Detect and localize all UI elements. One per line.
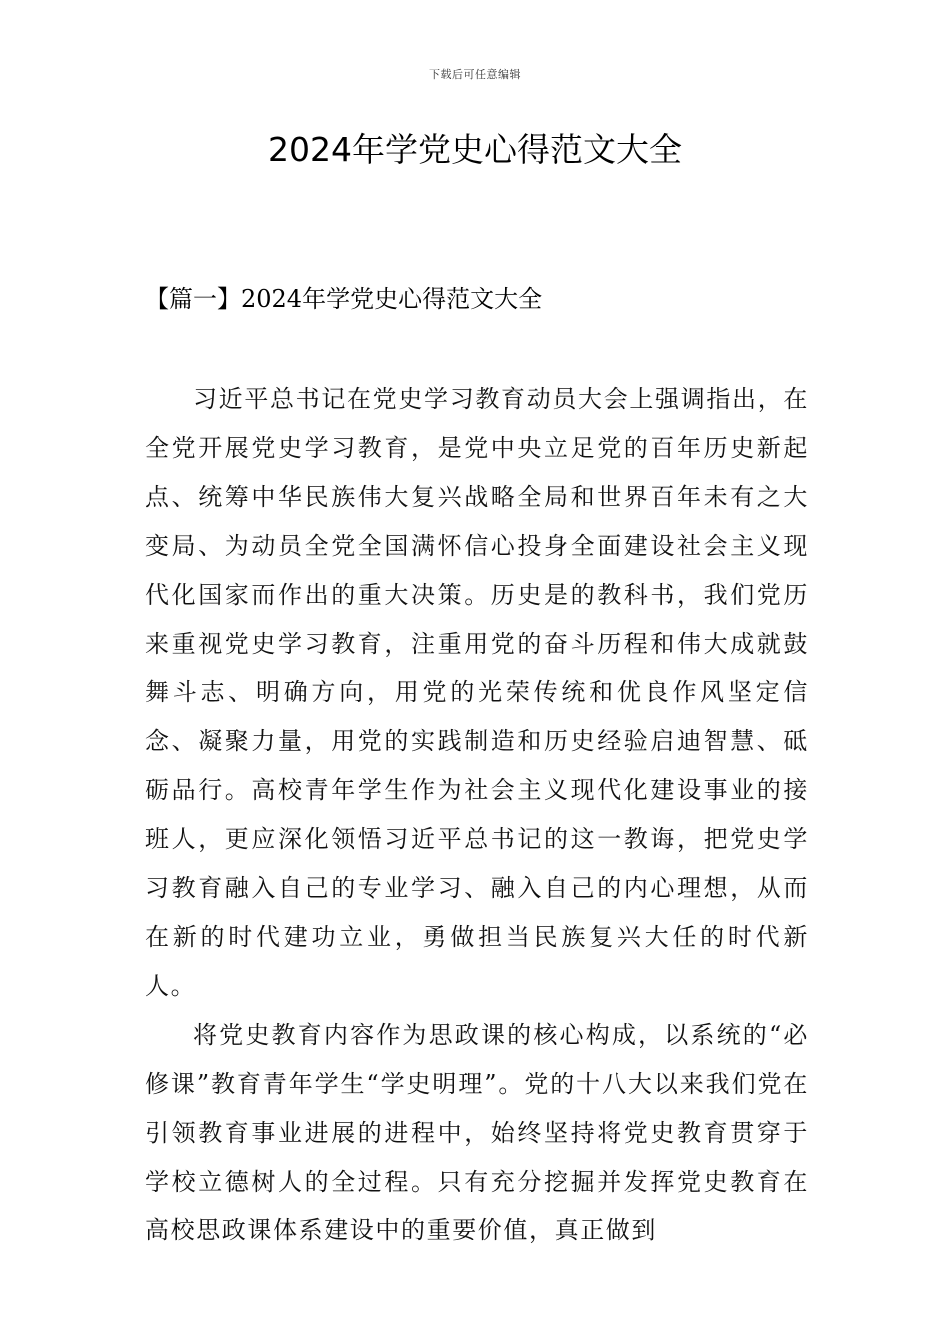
paragraph: 习近平总书记在党史学习教育动员大会上强调指出，在全党开展党史学习教育，是党中央立足党的百年历史新起点、统筹中华民族伟大复兴战略全局和世界百年未有之大变局、为动员全党全国满怀信心投身全面建设社会主义现代化国家而作出的重大决策。历史是的教科书，我们党历来重视党史学习教育，注重用党的奋斗历程和伟大成就鼓舞斗志、明确方向，用党的光荣传统和优良作风坚定信念、凝聚力量，用党的实践制造和历史经验启迪智慧、砥砺品行。高校青年学生作为社会主义现代化建设事业的接班人，更应深化领悟习近平总书记的这一教诲，把党史学习教育融入自己的专业学习、融入自己的内心理想，从而在新的时代建功立业，勇做担当民族复兴大任的时代新人。 bbox=[145, 385, 809, 1000]
section-heading: 【篇一】2024年学党史心得范文大全 bbox=[145, 285, 543, 313]
document-body bbox=[145, 375, 809, 1255]
document-title: 2024年学党史心得范文大全 bbox=[268, 130, 682, 169]
header-note: 下载后可任意编辑 bbox=[429, 68, 521, 81]
paragraph: 将党史教育内容作为思政课的核心构成，以系统的“必修课”教育青年学生“学史明理”。党的十八大以来我们党在引领教育事业进展的进程中，始终坚持将党史教育贯穿于学校立德树人的全过程。只有充分挖掘并发挥党史教育在高校思政课体系建设中的重要价值，真正做到 bbox=[145, 1020, 809, 1245]
